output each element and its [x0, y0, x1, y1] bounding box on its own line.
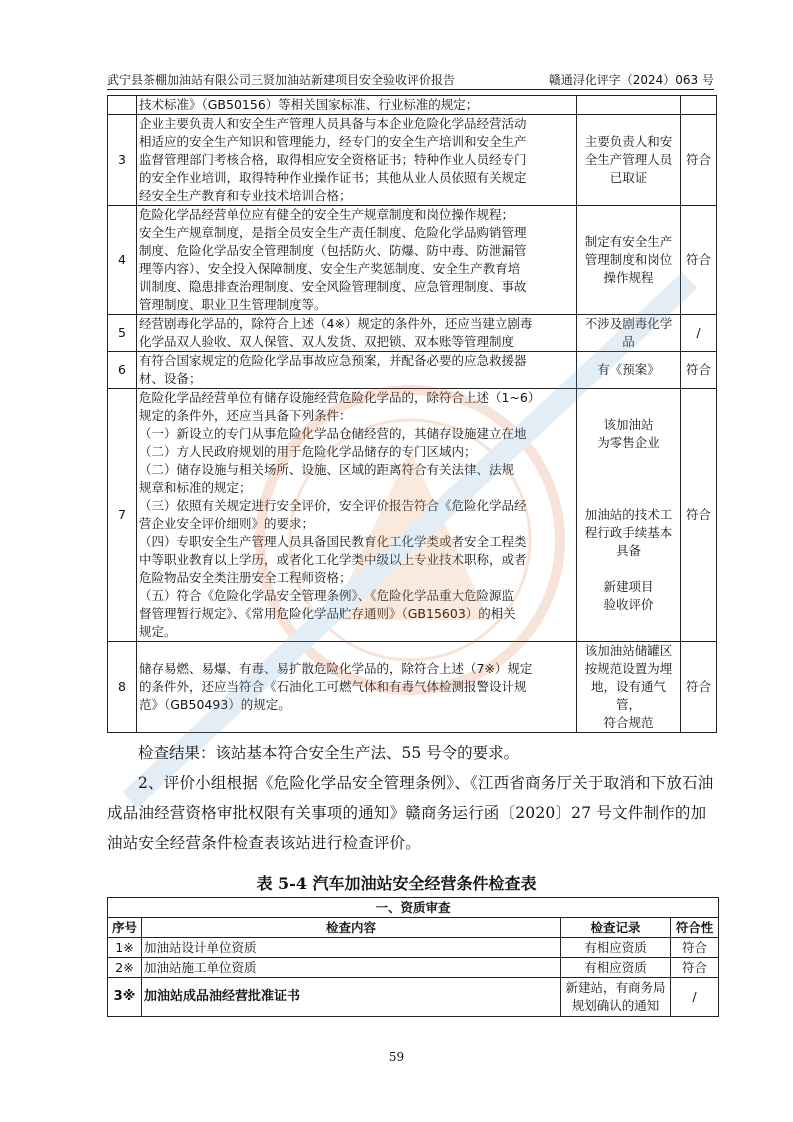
- row-conformity: 符合: [681, 389, 717, 642]
- record-line: 程行政手续基本: [584, 525, 673, 540]
- section-row: [108, 898, 719, 918]
- check-result: 检查结果：该站基本符合安全生产法、55 号令的要求。: [138, 744, 520, 762]
- record-line: 该加油站: [603, 417, 654, 432]
- row-record: [577, 389, 681, 642]
- row-record: 有相应资质: [561, 958, 671, 978]
- record-line: 品: [622, 334, 635, 349]
- row-no: 6: [108, 352, 137, 389]
- record-line: 已取证: [609, 170, 648, 185]
- row-conformity: 符合: [681, 115, 717, 206]
- table-row: [108, 389, 717, 642]
- row-conformity: 符合: [681, 206, 717, 315]
- content-line: 规定的条件外，还应当具备下列条件：: [139, 408, 352, 423]
- content-line: 相适应的安全生产知识和管理能力，经专门的安全生产培训和安全生产: [139, 134, 527, 149]
- content-line: 规章和标准的规定；: [139, 480, 252, 495]
- record-line: 加油站的技术工: [584, 507, 673, 522]
- row-conformity: 符合: [681, 642, 717, 733]
- content-line: 储存易燃、易爆、有毒、易扩散危险化学品的，除符合上述（7※）规定: [139, 661, 533, 676]
- record-line: 有《预案》: [597, 362, 660, 377]
- header-no: 序号: [108, 918, 142, 938]
- section-title: 一、资质审查: [108, 898, 719, 918]
- table-row: [108, 96, 717, 115]
- header-record: 检查记录: [561, 918, 671, 938]
- record-line: 符合规范: [603, 715, 654, 730]
- row-content: [137, 96, 577, 115]
- content-line: 危险化学品经营单位有储存设施经营危险化学品的，除符合上述（1~6）: [139, 390, 541, 405]
- content-line: （三）依照有关规定进行安全评价，安全评价报告符合《危险化学品经: [139, 498, 527, 513]
- content-line: 化学品双人验收、双人保管、双人发货、双把锁、双本账等管理制度: [139, 334, 515, 349]
- row-no: 2※: [108, 958, 142, 978]
- record-line: 按规范设置为埋: [584, 661, 673, 676]
- record-line: 制定有安全生产: [584, 234, 673, 249]
- row-record: [577, 642, 681, 733]
- row-content: [137, 642, 577, 733]
- row-content: [137, 115, 577, 206]
- row-record: [577, 315, 681, 352]
- table-title: 表 5-4 汽车加油站安全经营条件检查表: [256, 874, 537, 893]
- row-record: 有相应资质: [561, 938, 671, 958]
- row-record: [577, 96, 681, 115]
- row-record: 新建站，有商务局规划确认的通知: [561, 978, 671, 1017]
- content-line: 危险物品安全类注册安全工程师资格；: [139, 570, 352, 585]
- content-line: 制度、危险化学品安全管理制度（包括防火、防爆、防中毒、防泄漏管: [139, 243, 527, 258]
- row-no: 7: [108, 389, 137, 642]
- table-row: [108, 978, 719, 1017]
- content-line: 有符合国家规定的危险化学品事故应急预案，并配备必要的应急救援器: [139, 353, 527, 368]
- content-line: 督管理暂行规定》、《常用危险化学品贮存通则》（GB15603）的相关: [139, 606, 516, 621]
- record-line: 该加油站储罐区: [584, 643, 673, 658]
- row-record: [577, 352, 681, 389]
- content-line: （一）新设立的专门从事危险化学品仓储经营的，其储存设施建立在地: [139, 426, 527, 441]
- content-line: 经营剧毒化学品的，除符合上述（4※）规定的条件外，还应当建立剧毒: [139, 316, 533, 331]
- record-line: 全生产管理人员: [584, 152, 673, 167]
- content-line: 企业主要负责人和安全生产管理人员具备与本企业危险化学品经营活动: [139, 116, 527, 131]
- gas-station-conditions-table: [107, 897, 719, 1017]
- row-no: 5: [108, 315, 137, 352]
- header-content: 检查内容: [142, 918, 561, 938]
- content-line: 规定。: [139, 624, 177, 639]
- content-line: 安全生产规章制度，是指全员安全生产责任制度、危险化学品购销管理: [139, 225, 527, 240]
- page-number: 59: [388, 1050, 405, 1064]
- table-row: [108, 958, 719, 978]
- record-line: 主要负责人和安: [584, 134, 673, 149]
- content-line: 监督管理部门考核合格，取得相应安全资格证书；特种作业人员经专门: [139, 152, 527, 167]
- row-no: 4: [108, 206, 137, 315]
- row-conformity: /: [671, 978, 719, 1017]
- row-conformity: /: [681, 315, 717, 352]
- row-content: [137, 315, 577, 352]
- row-content: [137, 206, 577, 315]
- header-report-title: 武宁县茶棚加油站有限公司三贤加油站新建项目安全验收评价报告: [107, 73, 456, 87]
- row-conformity: 符合: [671, 938, 719, 958]
- row-conformity: 符合: [681, 352, 717, 389]
- content-line: 经安全生产教育和专业技术培训合格；: [139, 188, 352, 203]
- table-row: [108, 642, 717, 733]
- page-header: [107, 69, 714, 90]
- table-row: [108, 315, 717, 352]
- content-line: （五）符合《危险化学品安全管理条例》、《危险化学品重大危险源监: [139, 588, 515, 603]
- header-report-number: 赣通浔化评字（2024）063 号: [548, 73, 714, 87]
- row-record: [577, 206, 681, 315]
- content-line: 管理制度、职业卫生管理制度等。: [139, 297, 327, 312]
- record-line: 新建项目: [603, 579, 654, 594]
- row-content: 加油站设计单位资质: [142, 938, 561, 958]
- record-line: 管理制度和岗位: [584, 252, 673, 267]
- conditions-table-continued: [107, 95, 717, 733]
- record-line: 不涉及剧毒化学: [584, 316, 673, 331]
- content-line: 理等内容）、安全投入保障制度、安全生产奖惩制度、安全生产教育培: [139, 261, 521, 276]
- content-line: 营企业安全评价细则》的要求；: [139, 516, 315, 531]
- record-line: 地，设有通气管，: [590, 679, 666, 712]
- row-no: 3: [108, 115, 137, 206]
- content-line: 范》（GB50493）的规定。: [139, 697, 291, 712]
- record-line: [579, 488, 678, 506]
- table-row: [108, 206, 717, 315]
- row-no: 3※: [108, 978, 142, 1017]
- record-line: [579, 470, 678, 488]
- content-line: 危险化学品经营单位应有健全的安全生产规章制度和岗位操作规程；: [139, 207, 515, 222]
- row-content: [137, 352, 577, 389]
- row-record: [577, 115, 681, 206]
- row-content: 加油站施工单位资质: [142, 958, 561, 978]
- record-line: 具备: [615, 543, 641, 558]
- content-line: 的条件外，还应当符合《石油化工可燃气体和有毒气体检测报警设计规: [139, 679, 527, 694]
- row-content: 加油站成品油经营批准证书: [142, 978, 561, 1017]
- content-line: （二）方人民政府规划的用于危险化学品储存的专门区域内；: [139, 444, 477, 459]
- content-line: 训制度、隐患排查治理制度、安全风险管理制度、应急管理制度、事故: [139, 279, 527, 294]
- record-line: [579, 560, 678, 578]
- table-row: [108, 115, 717, 206]
- record-line: 为零售企业: [597, 435, 660, 450]
- row-content: [137, 389, 577, 642]
- header-row: [108, 918, 719, 938]
- row-no: 8: [108, 642, 137, 733]
- row-no: [108, 96, 137, 115]
- row-conformity: [681, 96, 717, 115]
- header-conformity: 符合性: [671, 918, 719, 938]
- content-line: 的安全作业培训，取得特种作业操作证书；其他从业人员依照有关规定: [139, 170, 527, 185]
- record-line: [579, 452, 678, 470]
- row-conformity: 符合: [671, 958, 719, 978]
- record-line: 操作规程: [603, 270, 654, 285]
- content-line: 中等职业教育以上学历，或者化工化学类中级以上专业技术职称，或者: [139, 552, 527, 567]
- content-line: （二）储存设施与相关场所、设施、区域的距离符合有关法律、法规: [139, 462, 515, 477]
- content-line: （四）专职安全生产管理人员具备国民教育化工化学类或者安全工程类: [139, 534, 527, 549]
- table-row: [108, 352, 717, 389]
- table-row: [108, 938, 719, 958]
- content-line: 技术标准》（GB50156）等相关国家标准、行业标准的规定；: [139, 97, 479, 112]
- content-line: 材、设备；: [139, 371, 202, 386]
- record-line: 验收评价: [603, 597, 654, 612]
- evaluation-paragraph: 2、评价小组根据《危险化学品安全管理条例》、《江西省商务厅关于取消和下放石油成品油经营资格审批权限有关事项的通知》赣商务运行函〔2020〕27 号文件制作的加油站安全经营条件检查表该站进行检查评价。: [107, 774, 714, 852]
- row-no: 1※: [108, 938, 142, 958]
